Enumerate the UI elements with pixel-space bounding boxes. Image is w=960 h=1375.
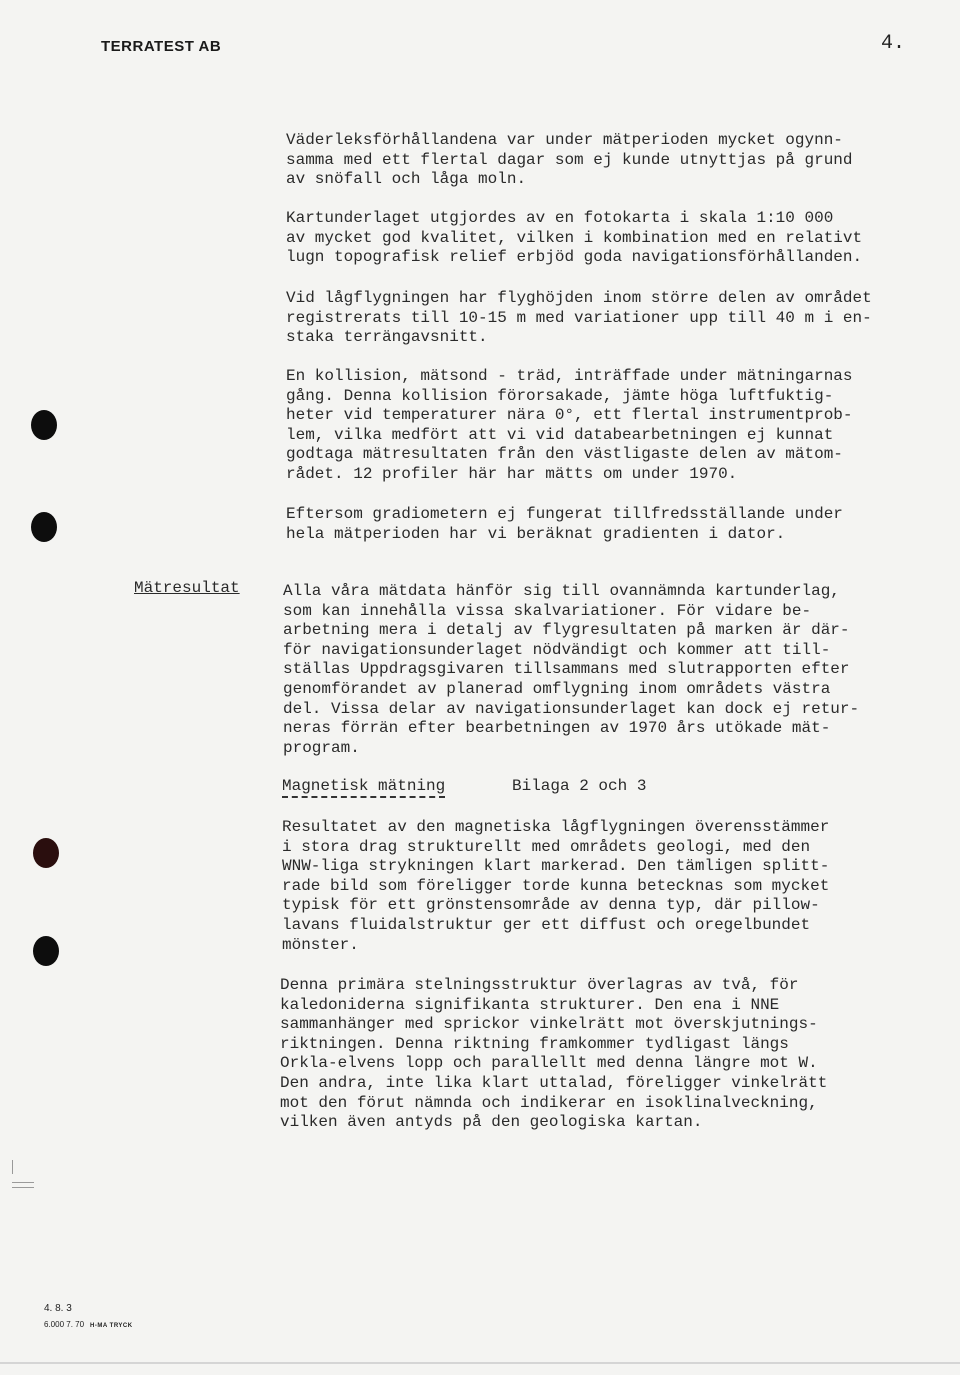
punch-hole — [33, 936, 59, 966]
punch-hole — [31, 410, 57, 440]
margin-mark — [12, 1160, 13, 1174]
paragraph-gradiometer: Eftersom gradiometern ej fungerat tillfredsställande under hela mätperioden har vi beräknat gradienten i dator. — [286, 505, 843, 543]
section-heading-matresultat: Mätresultat — [134, 579, 240, 597]
page-edge — [0, 1362, 960, 1364]
paragraph-collision: En kollision, mätsond - träd, inträffade under mätningarnas gång. Denna kollision förorsakade, jämte höga luftfuktig- heter vid temperaturer nära 0°, ett flertal instrumentprob- lem, vilka medfört att vi vid databearbetningen ej kunnat godtaga mätresultaten från den västligaste delen av mätom- rådet. 12 profiler här har mätts om under 1970. — [286, 367, 853, 483]
punch-hole — [31, 512, 57, 542]
page-number: 4. — [881, 32, 906, 55]
section-heading-magnetisk: Magnetisk mätning — [282, 777, 445, 798]
print-info — [44, 1320, 133, 1329]
company-name: TERRATEST AB — [101, 38, 222, 55]
paragraph-flight-height: Vid lågflygningen har flyghöjden inom större delen av området registrerats till 10-15 m med variationer upp till 40 m i en- staka terrängavsnitt. — [286, 289, 872, 347]
paragraph-weather: Väderleksförhållandena var under mätperioden mycket ogynn- samma med ett flertal dagar som ej kunde utnyttjas på grund av snöfall och låga moln. — [286, 131, 853, 189]
paragraph-matresultat: Alla våra mätdata hänför sig till ovannämnda kartunderlag, som kan innehålla vissa skalvariationer. För vidare be- arbetning mera i detalj av flygresultaten på marken är där- för navigationsunderlaget nödvändigt och kommer att till- ställas Uppdragsgivaren tillsammans med slutrapporten efter genomförandet av planerad omflygning inom områdets västra del. Vissa delar av navigationsunderlaget kan dock ej retur- neras förrän efter bearbetningen av 1970 års utökade mät- program. — [283, 582, 860, 757]
print-run: 6.000 7. 70 — [44, 1320, 85, 1329]
printer-name: H-MA TRYCK — [90, 1323, 133, 1329]
margin-mark — [12, 1187, 34, 1188]
paragraph-map-basis: Kartunderlaget utgjordes av en fotokarta i skala 1:10 000 av mycket god kvalitet, vilken i kombination med en relativt lugn topografisk relief erbjöd goda navigationsförhållanden. — [286, 209, 863, 267]
appendix-reference: Bilaga 2 och 3 — [512, 777, 647, 795]
paragraph-magnetic-result: Resultatet av den magnetiska lågflygningen överensstämmer i stora drag strukturellt med områdets geologi, med den WNW-liga strykningen klart markerad. Den tämligen splitt- rade bild som föreligger torde kunna betecknas som mycket typisk för ett grönstensområde av denna typ, där pillow- lavans fluidalstruktur ger ett diffust och oregelbundet mönster. — [282, 818, 830, 954]
margin-mark — [12, 1182, 34, 1183]
paragraph-structures: Denna primära stelningsstruktur överlagras av två, för kaledoniderna signifikanta strukturer. Den ena i NNE sammanhänger med sprickor vinkelrätt mot överskjutnings- riktningen. Denna riktning framkommer tydligast längs Orkla-elvens lopp och parallellt med denna längre mot W. Den andra, inte lika klart uttalad, föreligger vinkelrätt mot den förut nämnda och indikerar en isoklinalveckning, vilken även antyds på den geologiska kartan. — [280, 976, 828, 1132]
form-code: 4. 8. 3 — [44, 1303, 72, 1314]
punch-hole — [33, 838, 59, 868]
